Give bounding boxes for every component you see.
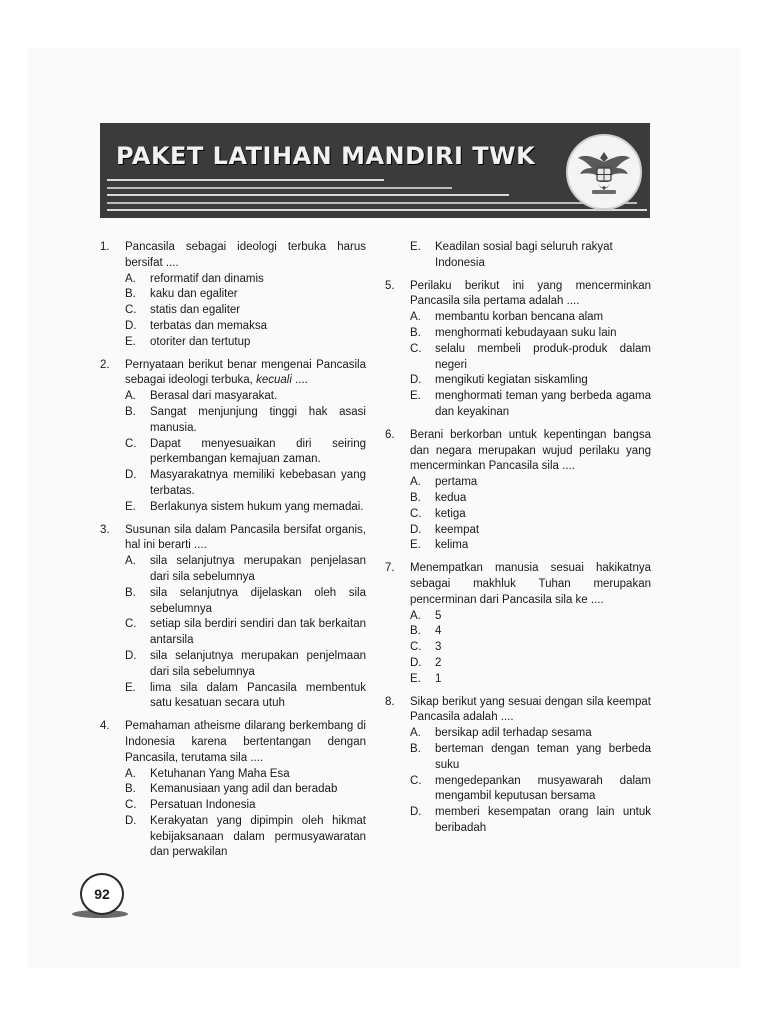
option — [410, 742, 651, 774]
option-letter: B. — [410, 491, 421, 504]
question-5 — [385, 279, 651, 421]
option-letter: C. — [410, 507, 422, 520]
question-text-italic: kecuali — [256, 374, 292, 387]
option — [410, 640, 651, 656]
option — [410, 491, 651, 507]
option-letter: B. — [125, 783, 136, 796]
option — [410, 624, 651, 640]
option-text: menghormati teman yang berbeda agama dan keyakinan — [435, 390, 651, 418]
option-text: kaku dan egaliter — [150, 288, 238, 301]
option-text: mengikuti kegiatan siskamling — [435, 374, 588, 387]
option — [410, 538, 651, 554]
left-column — [100, 240, 366, 868]
option-letter: E. — [410, 241, 421, 253]
option — [125, 468, 366, 500]
option-text: sila selanjutnya merupakan penjelmaan dari sila sebelumnya — [150, 649, 366, 678]
option — [410, 805, 651, 837]
option-letter: A. — [125, 767, 136, 780]
option-letter: E. — [410, 390, 421, 403]
option — [125, 617, 366, 649]
option — [410, 342, 651, 374]
option-text: 2 — [435, 656, 442, 669]
option — [410, 656, 651, 672]
page-number: 92 — [80, 873, 124, 915]
question-number: 1. — [100, 241, 110, 253]
option-text: 1 — [435, 672, 442, 685]
question-number: 5. — [385, 279, 395, 292]
option — [410, 774, 651, 806]
option-text: Dapat menyesuaikan diri seiring perkembangan kemajuan zaman. — [150, 437, 366, 466]
option-letter: C. — [410, 774, 422, 787]
option-letter: B. — [410, 326, 421, 339]
option — [125, 405, 366, 437]
option-text: selalu membeli produk-produk dalam negeri — [435, 342, 651, 371]
option-text: statis dan egaliter — [150, 304, 241, 317]
option-text: kedua — [435, 491, 467, 504]
option-text: Berlakunya sistem hukum yang memadai. — [150, 500, 364, 513]
question-text: Susunan sila dalam Pancasila bersifat organis, hal ini berarti .... — [125, 523, 366, 552]
option — [125, 649, 366, 681]
option-text: reformatif dan dinamis — [150, 272, 264, 285]
question-3 — [100, 523, 366, 713]
option-text: Keadilan sosial bagi seluruh rakyat Indonesia — [435, 241, 613, 269]
option-text: berteman dengan teman yang berbeda suku — [435, 742, 651, 771]
garuda-emblem — [566, 134, 642, 210]
option-letter: D. — [410, 806, 422, 819]
option-text: Sangat menjunjung tinggi hak asasi manusia. — [150, 405, 366, 434]
option — [410, 310, 651, 326]
option-text: sila selanjutnya merupakan penjelasan dari sila sebelumnya — [150, 555, 366, 583]
option-text: Kerakyatan yang dipimpin oleh hikmat kebijaksanaan dalam permusyawaratan dan perwakilan — [150, 814, 366, 859]
option — [410, 326, 651, 342]
option — [410, 475, 651, 491]
option-text: menghormati kebudayaan suku lain — [435, 326, 617, 339]
option-letter: C. — [125, 437, 137, 450]
option — [125, 437, 366, 469]
option-text: Ketuhanan Yang Maha Esa — [150, 767, 290, 780]
question-text-main: Pernyataan berikut benar mengenai Pancasila sebagai ideologi terbuka, — [125, 358, 366, 387]
divider-line — [107, 179, 384, 181]
garuda-emblem-icon — [574, 142, 634, 202]
question-8 — [385, 695, 651, 837]
option-text: bersikap adil terhadap sesama — [435, 727, 592, 740]
option-text: mengedepankan musyawarah dalam mengambil keputusan bersama — [435, 774, 651, 803]
option-letter: D. — [125, 649, 137, 662]
question-4 — [100, 719, 366, 861]
option-text: pertama — [435, 476, 478, 489]
option-text: sila selanjutnya dijelaskan oleh sila sebelumnya — [150, 586, 366, 615]
divider-line — [107, 202, 637, 204]
question-number: 3. — [100, 523, 110, 536]
option-text: keempat — [435, 523, 480, 536]
option-letter: E. — [125, 500, 136, 513]
option-letter: E. — [125, 335, 136, 348]
option — [125, 767, 366, 783]
option-text: kelima — [435, 539, 469, 552]
option-letter: D. — [125, 814, 137, 827]
question-1 — [100, 240, 366, 351]
option-letter: B. — [125, 288, 136, 301]
divider-line — [107, 194, 509, 196]
option — [410, 507, 651, 523]
option-text: memberi kesempatan orang lain untuk beribadah — [435, 806, 651, 834]
option-letter: A. — [410, 476, 421, 489]
option-letter: B. — [125, 586, 136, 599]
question-number: 2. — [100, 358, 110, 371]
option-text: Kemanusiaan yang adil dan beradab — [150, 783, 338, 796]
right-column — [385, 240, 651, 844]
option — [125, 554, 366, 586]
option-text: 5 — [435, 609, 442, 622]
page-title: PAKET LATIHAN MANDIRI TWK — [116, 142, 536, 170]
option — [125, 500, 366, 516]
option-letter: D. — [125, 469, 137, 482]
option — [410, 609, 651, 625]
option-letter: B. — [410, 742, 421, 755]
question-7 — [385, 561, 651, 687]
option — [125, 681, 366, 713]
option-text: Masyarakatnya memiliki kebebasan yang terbatas. — [150, 469, 366, 497]
option-text: setiap sila berdiri sendiri dan tak berkaitan antarsila — [150, 618, 366, 647]
option — [125, 303, 366, 319]
question-number: 6. — [385, 428, 395, 441]
option-letter: A. — [410, 311, 421, 324]
option — [410, 373, 651, 389]
option-text: terbatas dan memaksa — [150, 319, 267, 332]
question-2 — [100, 358, 366, 516]
option-text: Berasal dari masyarakat. — [150, 390, 278, 403]
option-letter: C. — [410, 342, 422, 355]
option-letter: B. — [410, 625, 421, 638]
option — [125, 272, 366, 288]
question-number: 7. — [385, 562, 395, 575]
option-letter: E. — [410, 539, 421, 552]
question-6 — [385, 428, 651, 554]
option — [125, 319, 366, 335]
question-text: Pemahaman atheisme dilarang berkembang di Indonesia karena bertentangan dengan Pancasila, terutama sila .... — [125, 720, 366, 764]
option-letter: C. — [125, 618, 137, 631]
divider-line — [107, 209, 647, 211]
divider-line — [107, 187, 452, 189]
option — [125, 814, 366, 861]
option-letter: C. — [125, 799, 137, 812]
option-letter: D. — [125, 319, 137, 332]
option-letter: D. — [410, 374, 422, 387]
option-letter: E. — [125, 681, 136, 694]
question-text: Sikap berikut yang sesuai dengan sila keempat Pancasila adalah .... — [410, 695, 651, 724]
option — [410, 672, 651, 688]
option — [125, 389, 366, 405]
option-letter: E. — [410, 672, 421, 685]
option — [410, 726, 651, 742]
option — [125, 335, 366, 351]
question-4-continued — [385, 240, 651, 272]
option — [410, 523, 651, 539]
option-text: 4 — [435, 625, 442, 638]
question-text — [125, 358, 366, 390]
option-text: otoriter dan tertutup — [150, 335, 251, 348]
option-text: ketiga — [435, 507, 466, 520]
question-number: 4. — [100, 720, 110, 733]
option-text: lima sila dalam Pancasila membentuk satu kesatuan secara utuh — [150, 681, 366, 710]
question-text: Berani berkorban untuk kepentingan bangsa dan negara merupakan wujud perilaku yang mencerminkan Pancasila sila .... — [410, 428, 651, 473]
header-banner — [100, 123, 650, 218]
option-text: Persatuan Indonesia — [150, 799, 256, 812]
option-letter: A. — [125, 555, 136, 568]
option — [125, 586, 366, 618]
option-letter: A. — [410, 609, 421, 622]
option-text: membantu korban bencana alam — [435, 311, 604, 324]
option-letter: D. — [410, 656, 422, 669]
option — [125, 287, 366, 303]
option — [125, 798, 366, 814]
question-text: Menempatkan manusia sesuai hakikatnya sebagai makhluk Tuhan merupakan pencerminan dari Pancasila sila ke .... — [410, 562, 651, 606]
question-number: 8. — [385, 695, 395, 708]
option — [410, 389, 651, 421]
option — [125, 782, 366, 798]
option-letter: A. — [125, 272, 136, 285]
question-text-end: .... — [291, 374, 308, 387]
option-letter: C. — [410, 641, 422, 654]
option-letter: D. — [410, 523, 422, 536]
option-text: 3 — [435, 641, 442, 654]
question-text: Perilaku berikut ini yang mencerminkan Pancasila sila pertama adalah .... — [410, 279, 651, 308]
option-letter: B. — [125, 405, 136, 418]
option-letter: C. — [125, 304, 137, 317]
option-letter: A. — [410, 727, 421, 740]
question-text: Pancasila sebagai ideologi terbuka harus bersifat .... — [125, 241, 366, 269]
option-letter: A. — [125, 390, 136, 403]
